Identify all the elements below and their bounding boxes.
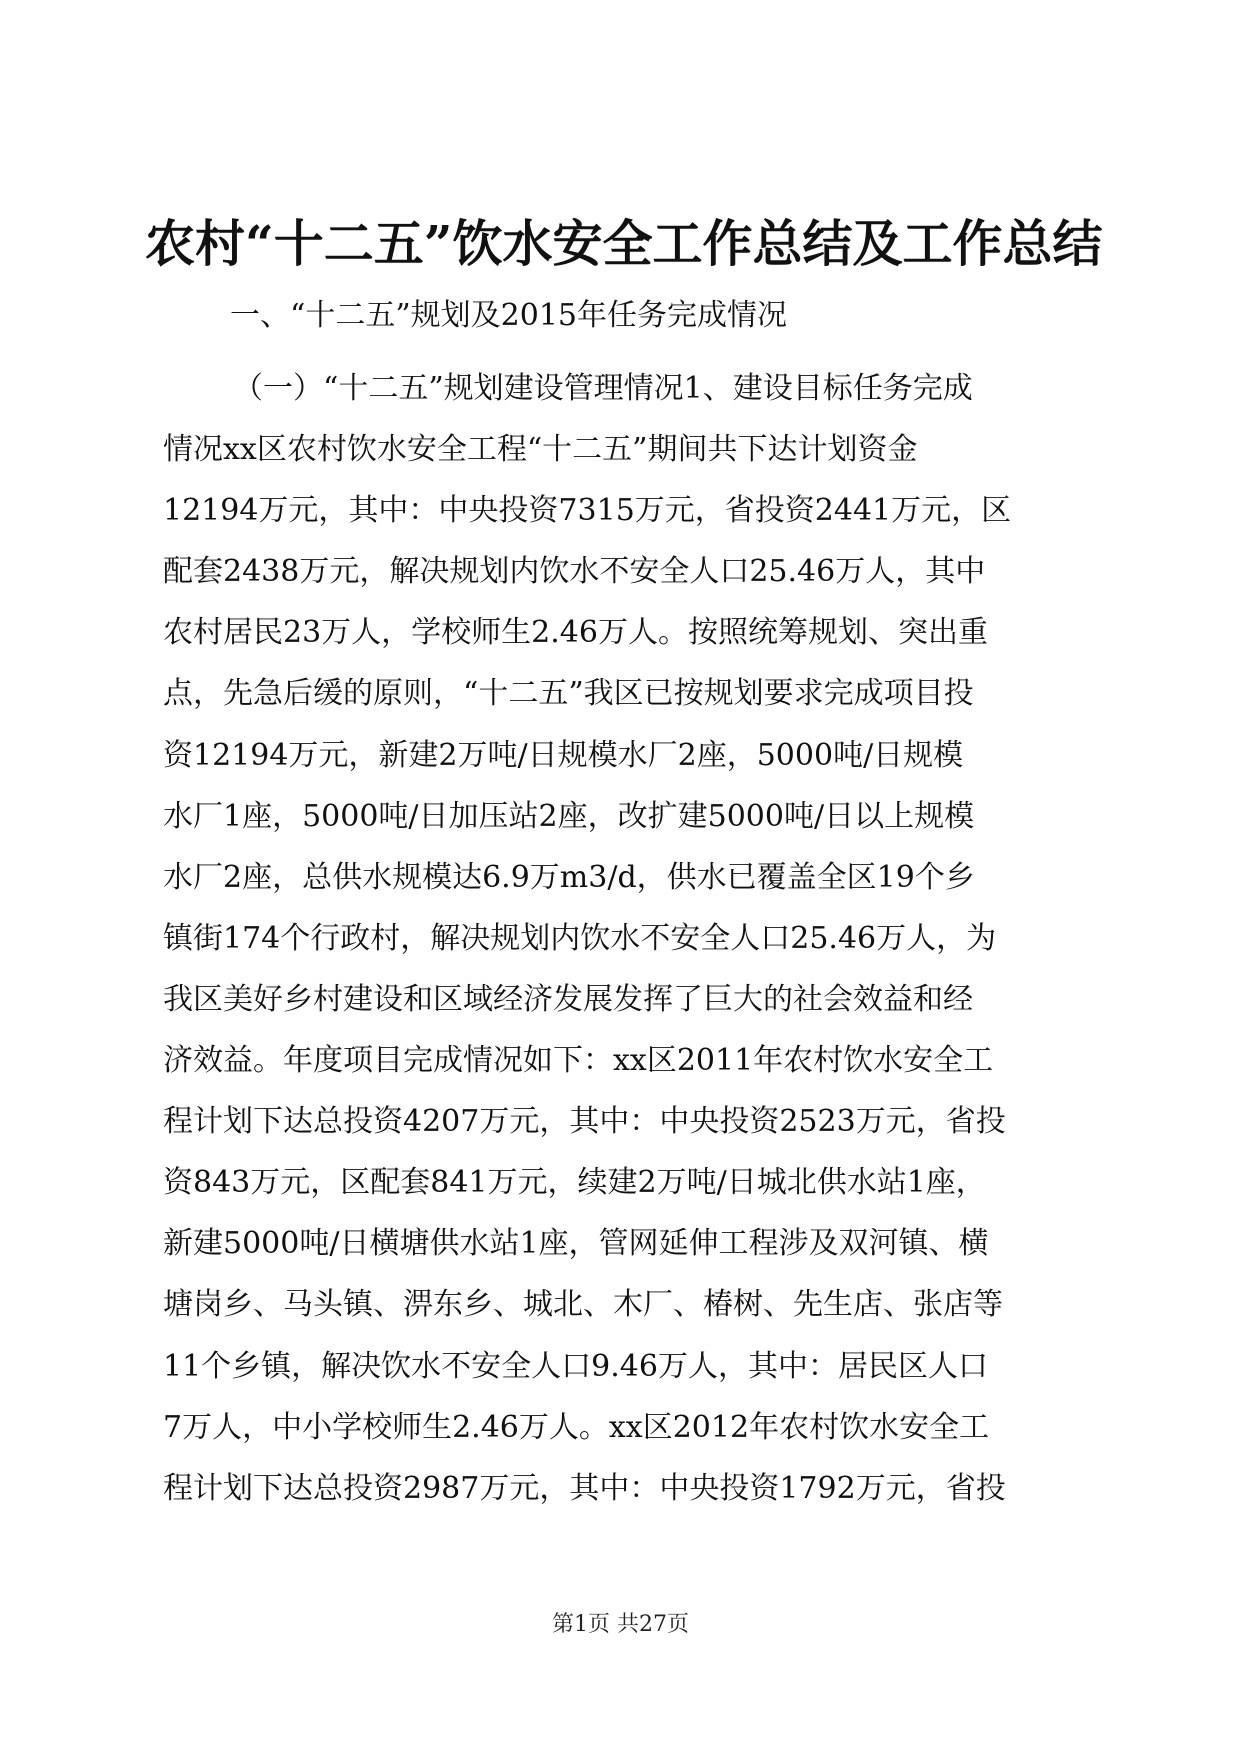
text-line: （一）“十二五”规划建设管理情况1、建设目标任务完成 bbox=[233, 371, 973, 406]
section-heading: 一、“十二五”规划及2015年任务完成情况 bbox=[230, 298, 788, 333]
text-line: 情况xx区农村饮水安全工程“十二五”期间共下达计划资金 bbox=[163, 432, 918, 468]
text-line: 济效益。年度项目完成情况如下：xx区2011年农村饮水安全工 bbox=[163, 1043, 994, 1079]
text-line: 塘岗乡、马头镇、淠东乡、城北、木厂、椿树、先生店、张店等 bbox=[163, 1287, 1003, 1323]
text-line: 资12194万元，新建2万吨/日规模水厂2座，5000吨/日规模 bbox=[163, 737, 964, 773]
text-line: 7万人，中小学校师生2.46万人。xx区2012年农村饮水安全工 bbox=[163, 1409, 990, 1445]
page-number-footer: 第1页 共27页 bbox=[552, 1612, 689, 1637]
body-paragraph bbox=[163, 358, 1083, 1519]
text-line: 镇街174个行政村，解决规划内饮水不安全人口25.46万人，为 bbox=[163, 920, 997, 956]
text-line: 我区美好乡村建设和区域经济发展发挥了巨大的社会效益和经 bbox=[163, 981, 973, 1017]
text-line: 点，先急后缓的原则，“十二五”我区已按规划要求完成项目投 bbox=[163, 676, 974, 712]
text-line: 配套2438万元，解决规划内饮水不安全人口25.46万人，其中 bbox=[163, 554, 986, 590]
text-line: 程计划下达总投资2987万元，其中：中央投资1792万元，省投 bbox=[163, 1470, 1006, 1506]
document-title: 农村“十二五”饮水安全工作总结及工作总结 bbox=[145, 214, 1103, 273]
text-line: 资843万元，区配套841万元，续建2万吨/日城北供水站1座， bbox=[163, 1165, 986, 1201]
text-line: 水厂1座，5000吨/日加压站2座，改扩建5000吨/日以上规模 bbox=[163, 798, 975, 834]
text-line: 程计划下达总投资4207万元，其中：中央投资2523万元，省投 bbox=[163, 1104, 1006, 1140]
text-line: 新建5000吨/日横塘供水站1座，管网延伸工程涉及双河镇、横 bbox=[163, 1226, 989, 1262]
text-line: 农村居民23万人，学校师生2.46万人。按照统筹规划、突出重 bbox=[163, 615, 988, 651]
text-line: 水厂2座，总供水规模达6.9万m3/d，供水已覆盖全区19个乡 bbox=[163, 859, 975, 895]
text-line: 12194万元，其中：中央投资7315万元，省投资2441万元，区 bbox=[163, 493, 1012, 529]
text-line: 11个乡镇，解决饮水不安全人口9.46万人，其中：居民区人口 bbox=[163, 1348, 988, 1384]
